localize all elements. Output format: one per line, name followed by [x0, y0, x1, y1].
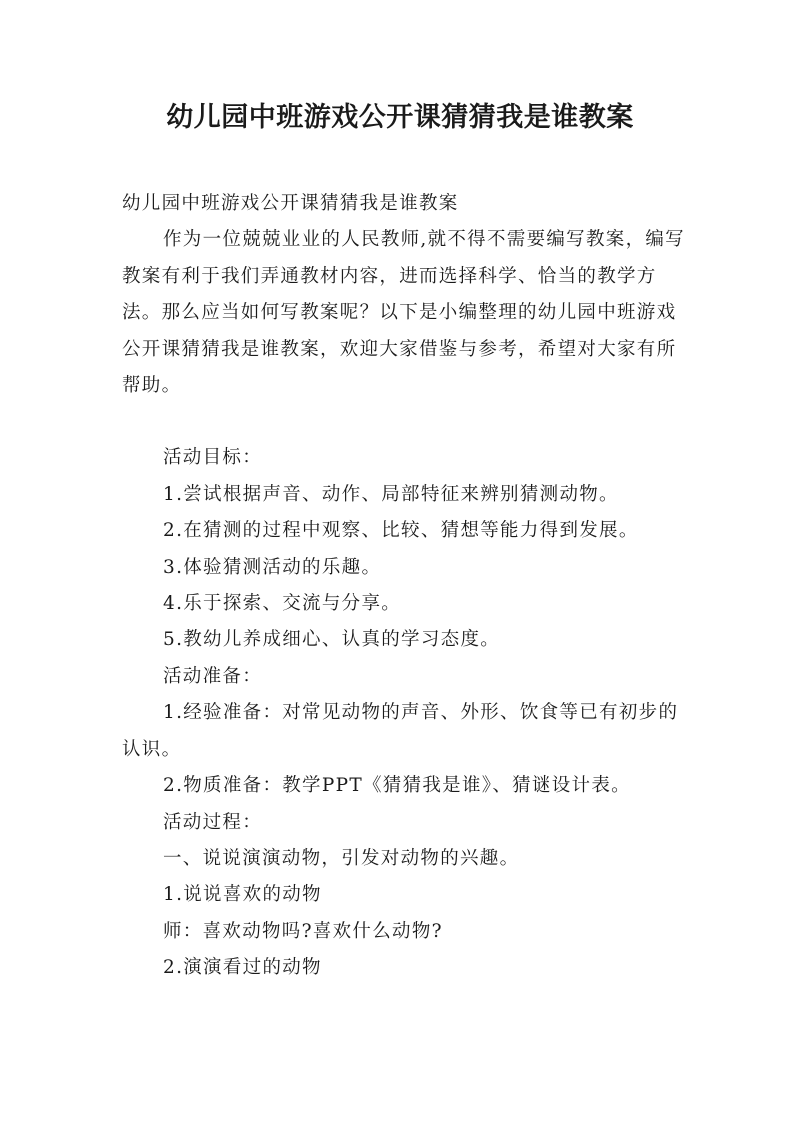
process-item: 2.演演看过的动物: [163, 957, 322, 979]
goal-item: 2.在猜测的过程中观察、比较、猜想等能力得到发展。: [163, 520, 639, 542]
document-subtitle: 幼儿园中班游戏公开课猜猜我是谁教案: [122, 193, 459, 214]
prep-item: 2.物质准备：教学PPT《猜猜我是谁》、猜谜设计表。: [163, 775, 631, 797]
goals-heading: 活动目标：: [163, 447, 263, 469]
process-heading: 活动过程：: [163, 811, 263, 833]
document-title: 幼儿园中班游戏公开课猜猜我是谁教案: [166, 102, 634, 133]
prep-item: 1.经验准备：对常见动物的声音、外形、饮食等已有初步的认识。: [122, 702, 679, 760]
paragraph-gap: [122, 404, 692, 440]
document-body: [122, 186, 692, 987]
prep-heading: 活动准备：: [163, 665, 263, 687]
goal-item: 1.尝试根据声音、动作、局部特征来辨别猜测动物。: [163, 483, 619, 505]
goal-item: 4.乐于探索、交流与分享。: [163, 593, 402, 615]
intro-paragraph: 作为一位兢兢业业的人民教师,就不得不需要编写教案，编写教案有利于我们弄通教材内容，进而选择科学、恰当的教学方法。那么应当如何写教案呢？以下是小编整理的幼儿园中班游戏公开课猜猜我是谁教案，欢迎大家借鉴与参考，希望对大家有所帮助。: [122, 229, 685, 397]
process-item: 1.说说喜欢的动物: [163, 884, 322, 906]
process-item: 师：喜欢动物吗?喜欢什么动物?: [163, 920, 443, 942]
goal-item: 5.教幼儿养成细心、认真的学习态度。: [163, 629, 501, 651]
process-item: 一、说说演演动物，引发对动物的兴趣。: [163, 847, 520, 869]
goal-item: 3.体验猜测活动的乐趣。: [163, 556, 382, 578]
